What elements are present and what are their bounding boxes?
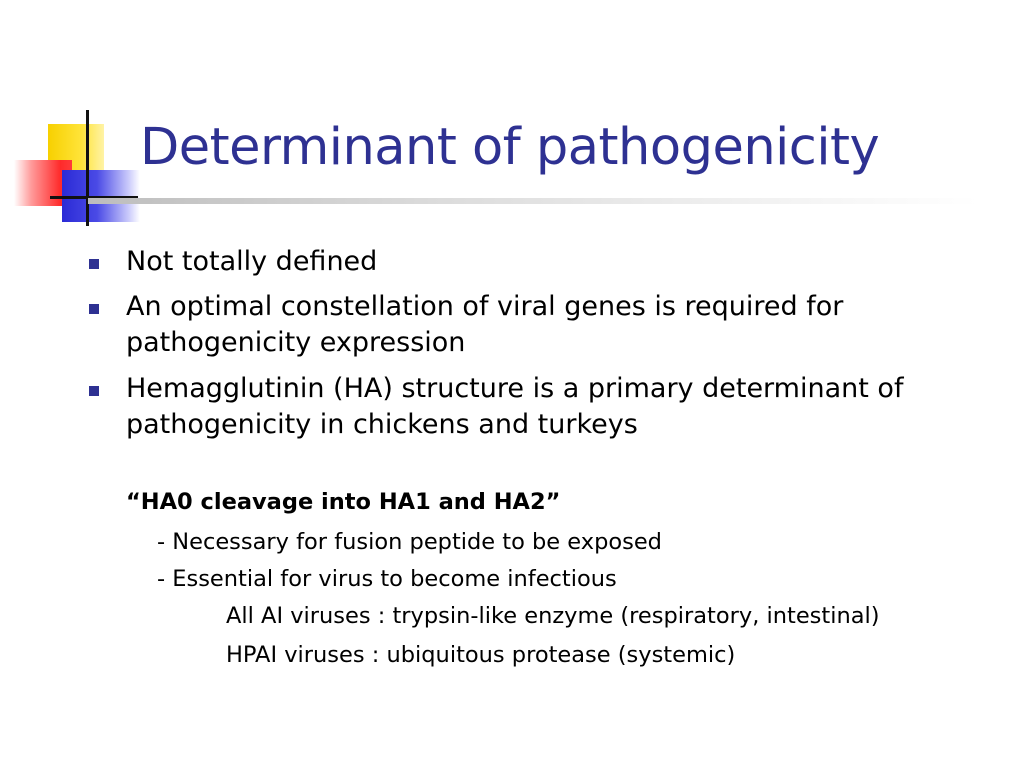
cleavage-heading: “HA0 cleavage into HA1 and HA2”	[126, 489, 561, 515]
title-underline-rule	[88, 198, 978, 204]
bullet-item-3: Hemagglutinin (HA) structure is a primary determinant of pathogenicity in chickens and turkeys	[126, 373, 904, 440]
detail-subpoint-1: All AI viruses : trypsin-like enzyme (respiratory, intestinal)	[226, 603, 880, 629]
decorative-logo	[0, 0, 160, 240]
detail-subpoint-2: HPAI viruses : ubiquitous protease (systemic)	[226, 642, 736, 668]
detail-point-2: - Essential for virus to become infectious	[157, 566, 617, 592]
vertical-crosshair-line	[86, 110, 89, 226]
bullet-item-1: Not totally defined	[126, 246, 378, 277]
bullet-item-2: An optimal constellation of viral genes is required for pathogenicity expression	[126, 291, 844, 358]
bullet-icon	[89, 304, 99, 314]
bullet-icon	[89, 386, 99, 396]
detail-point-1: - Necessary for fusion peptide to be exposed	[157, 529, 662, 555]
bullet-icon	[89, 259, 99, 269]
slide-title: Determinant of pathogenicity	[140, 118, 880, 177]
